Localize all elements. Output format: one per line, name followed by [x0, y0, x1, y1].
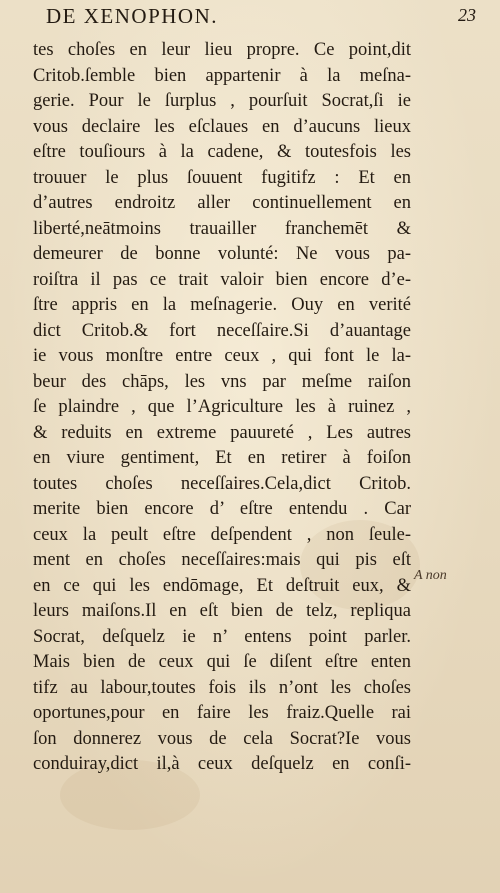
- running-title: DE XENOPHON.: [46, 4, 218, 28]
- text-line: Mais bien de ceux qui ſe diſent eſtre enten: [33, 652, 411, 672]
- text-line: ſe plaindre , que l’Agriculture les à ruinez ,: [33, 397, 411, 417]
- text-line: ie vous monſtre entre ceux , qui font le la-: [33, 346, 411, 366]
- text-line: tes choſes en leur lieu propre. Ce point,dit: [33, 40, 411, 60]
- text-line: leurs maiſons.Il en eſt bien de telz, repliqua: [33, 601, 411, 621]
- text-line: Critob.ſemble bien appartenir à la meſna-: [33, 65, 411, 86]
- text-line: roiſtra il pas ce trait valoir bien encore d’e-: [33, 269, 411, 290]
- text-line: Socrat, deſquelz ie n’ entens point parler.: [33, 626, 411, 647]
- text-line: tifz au labour,toutes fois ils n’ont les choſes: [33, 677, 411, 698]
- text-line: oportunes,pour en faire les fraiz.Quelle rai: [33, 703, 411, 723]
- text-line: ſtre appris en la meſnagerie. Ouy en verité: [33, 295, 411, 315]
- text-line: d’autres endroitz aller continuellement en: [33, 193, 411, 213]
- text-line: trouuer le plus ſouuent fugitifz : Et en: [33, 167, 411, 188]
- text-line: dict Critob.& fort neceſſaire.Si d’auantage: [33, 320, 411, 341]
- text-line: liberté,neātmoins trauailler franchemēt &: [33, 218, 411, 239]
- text-line: beur des chāps, les vns par meſme raiſon: [33, 371, 411, 392]
- text-line: ſon donnerez vous de cela Socrat?Ie vous: [33, 728, 411, 749]
- text-line: en viure gentiment, Et en retirer à foiſon: [33, 448, 411, 468]
- text-line: ment en choſes neceſſaires:mais qui pis eſt: [33, 550, 411, 570]
- text-line: ceux la peult eſtre deſpendent , non ſeule-: [33, 524, 411, 545]
- page-header: [46, 4, 476, 30]
- text-line: merite bien encore d’ eſtre entendu . Car: [33, 499, 411, 519]
- text-line: vous declaire les eſclaues en d’aucuns lieux: [33, 116, 411, 137]
- page-number: 23: [458, 5, 476, 25]
- body-text: [33, 38, 411, 778]
- text-line: en ce qui les endōmage, Et deſtruit eux, &: [33, 575, 411, 596]
- text-line: & reduits en extreme pauureté , Les autres: [33, 422, 411, 443]
- text-line: eſtre touſiours à la cadene, & toutesfois les: [33, 142, 411, 162]
- handwritten-marginal-note: A non: [414, 568, 447, 583]
- text-line: gerie. Pour le ſurplus , pourſuit Socrat,ſi ie: [33, 91, 411, 111]
- text-line: conduiray,dict il,à ceux deſquelz en conſi-: [33, 754, 411, 774]
- text-line: toutes choſes neceſſaires.Cela,dict Critob.: [33, 473, 411, 494]
- text-line: demeurer de bonne volunté: Ne vous pa-: [33, 244, 411, 264]
